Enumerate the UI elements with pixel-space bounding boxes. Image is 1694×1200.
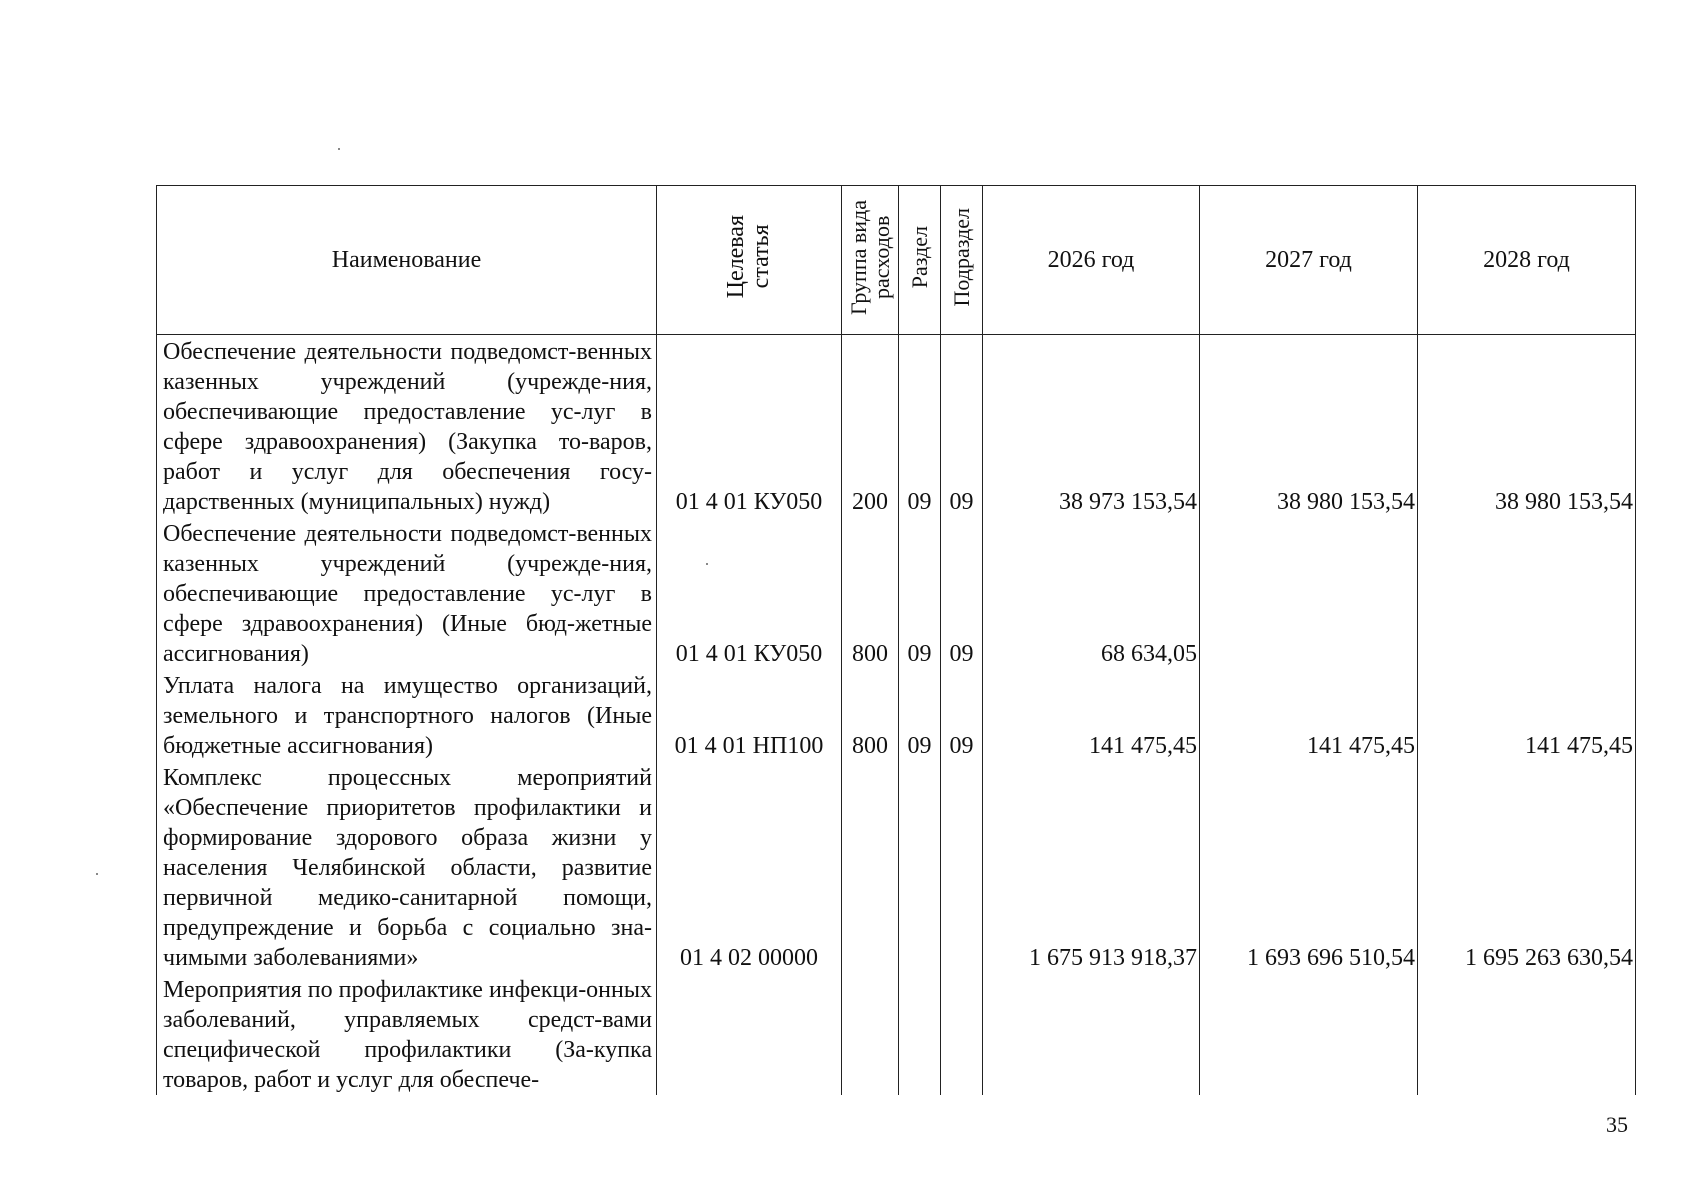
row-section: 09 (899, 669, 941, 761)
row-subsection (941, 973, 983, 1095)
header-year-2026: 2026 год (983, 186, 1200, 335)
row-name: Мероприятия по профилактике инфекци-онных заболеваний, управляемых средст-вами специфической профилактики (За-купка товаров, работ и услуг для обеспече- (157, 973, 657, 1095)
row-amount-2028: 1 695 263 630,54 (1418, 761, 1636, 973)
row-subsection: 09 (941, 669, 983, 761)
table-row (157, 761, 1636, 973)
row-amount-2027 (1200, 973, 1418, 1095)
row-amount-2027: 38 980 153,54 (1200, 335, 1418, 518)
scan-speck (96, 873, 98, 875)
row-section (899, 973, 941, 1095)
row-subsection: 09 (941, 517, 983, 669)
row-amount-2027 (1200, 517, 1418, 669)
header-name: Наименование (157, 186, 657, 335)
row-section (899, 761, 941, 973)
row-expense-group: 800 (842, 669, 899, 761)
row-amount-2026: 38 973 153,54 (983, 335, 1200, 518)
row-target-article: 01 4 01 КУ050 (657, 517, 842, 669)
row-target-article: 01 4 01 КУ050 (657, 335, 842, 518)
row-expense-group: 800 (842, 517, 899, 669)
row-expense-group (842, 761, 899, 973)
row-amount-2026: 1 675 913 918,37 (983, 761, 1200, 973)
row-name: Обеспечение деятельности подведомст-венных казенных учреждений (учрежде-ния, обеспечивающие предоставление ус-луг в сфере здравоохранения) (Иные бюд-жетные ассигнования) (157, 517, 657, 669)
row-expense-group (842, 973, 899, 1095)
header-subsection: Подраздел (941, 186, 983, 335)
row-amount-2028 (1418, 973, 1636, 1095)
row-name: Обеспечение деятельности подведомст-венных казенных учреждений (учрежде-ния, обеспечивающие предоставление ус-луг в сфере здравоохранения) (Закупка то-варов, работ и услуг для обеспечения госу-дарственных (муниципальных) нужд) (157, 335, 657, 518)
row-section: 09 (899, 335, 941, 518)
row-expense-group: 200 (842, 335, 899, 518)
header-section: Раздел (899, 186, 941, 335)
header-target-article: Целевая статья (657, 186, 842, 335)
header-expense-group: Группа вида расходов (842, 186, 899, 335)
table-row (157, 973, 1636, 1095)
scan-speck (338, 148, 340, 150)
row-amount-2026: 141 475,45 (983, 669, 1200, 761)
row-amount-2027: 141 475,45 (1200, 669, 1418, 761)
table-row (157, 517, 1636, 669)
row-target-article: 01 4 01 НП100 (657, 669, 842, 761)
row-amount-2026 (983, 973, 1200, 1095)
row-name: Уплата налога на имущество организаций, земельного и транспортного налогов (Иные бюджетные ассигнования) (157, 669, 657, 761)
row-amount-2028 (1418, 517, 1636, 669)
table-row (157, 669, 1636, 761)
row-subsection: 09 (941, 335, 983, 518)
row-amount-2027: 1 693 696 510,54 (1200, 761, 1418, 973)
budget-table (156, 185, 1636, 1095)
row-subsection (941, 761, 983, 973)
table-row (157, 335, 1636, 518)
row-amount-2028: 141 475,45 (1418, 669, 1636, 761)
row-section: 09 (899, 517, 941, 669)
header-year-2028: 2028 год (1418, 186, 1636, 335)
scan-speck (706, 563, 708, 565)
row-amount-2026: 68 634,05 (983, 517, 1200, 669)
row-target-article: 01 4 02 00000 (657, 761, 842, 973)
row-amount-2028: 38 980 153,54 (1418, 335, 1636, 518)
header-year-2027: 2027 год (1200, 186, 1418, 335)
row-name: Комплекс процессных мероприятий «Обеспечение приоритетов профилактики и формирование здорового образа жизни у населения Челябинской области, развитие первичной медико-санитарной помощи, предупреждение и борьба с социально зна-чимыми заболеваниями» (157, 761, 657, 973)
page-number: 35 (1606, 1112, 1628, 1137)
row-target-article (657, 973, 842, 1095)
table-header-row (157, 186, 1636, 335)
